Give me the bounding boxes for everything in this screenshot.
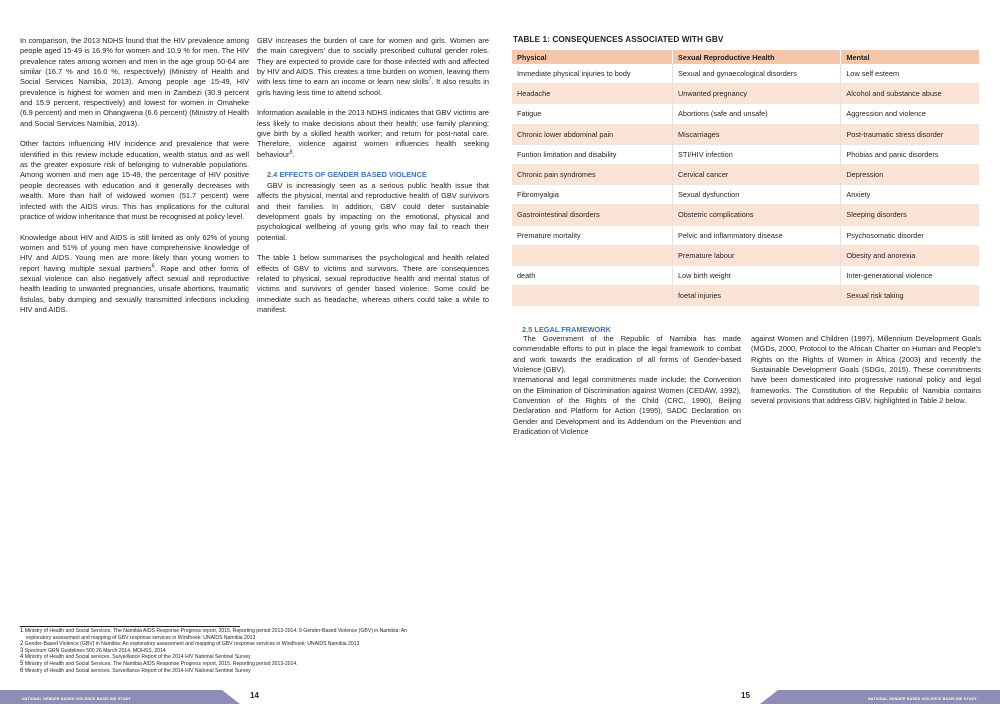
table-cell: Inter-generational violence bbox=[841, 265, 979, 285]
table-cell: Unwanted pregnancy bbox=[673, 84, 841, 104]
table-row bbox=[512, 185, 979, 205]
table-cell: Obesity and anorexia bbox=[841, 245, 979, 265]
footnote bbox=[20, 648, 490, 655]
table-cell: Post-traumatic stress disorder bbox=[841, 124, 979, 144]
table-cell: Sexual and gynaecological disorders bbox=[673, 64, 841, 84]
table-header-cell: Sexual Reproductive Health bbox=[673, 50, 841, 64]
section-heading-2-5: 2.5 LEGAL FRAMEWORK bbox=[522, 325, 611, 334]
left-text-column-1 bbox=[20, 36, 249, 326]
table-cell bbox=[512, 245, 673, 265]
table-cell: Phobias and panic disorders bbox=[841, 144, 979, 164]
footnote bbox=[20, 668, 490, 675]
table-row bbox=[512, 205, 979, 225]
table-cell: Immediate physical injuries to body bbox=[512, 64, 673, 84]
footnote-divider bbox=[20, 626, 240, 627]
footnote-text: Gender-Based Violence (GBV) in Namibia: An exploratory assessment and mapping of GBV response services in Windhoek: UNAIDS Namibia 2013 bbox=[24, 641, 360, 648]
footnote-text: Ministry of Health and Social services. Surveillance Report of the 2014 HIV National Sentinel Survey bbox=[24, 667, 251, 674]
footnote-ref[interactable]: 7 bbox=[428, 76, 432, 83]
table-cell: Abortions (safe and unsafe) bbox=[673, 104, 841, 124]
table-header-row bbox=[512, 50, 979, 64]
table-row bbox=[512, 64, 979, 84]
table-cell: Depression bbox=[841, 164, 979, 184]
footnote-number: 1 bbox=[20, 628, 24, 634]
paragraph: International and legal commitments made include; the Convention on the Elimination of Discrimination against Women (CEDAW, 1992), Convention of the Rights of the Child (CRC, 1990), Beijing Declaration and Platform for Action (1995), SADC Declaration on Gender and Development and its Addendum on the Prevention and Eradication of Violence bbox=[513, 375, 741, 437]
table-cell: Low birth weight bbox=[673, 265, 841, 285]
table-cell: Gastrointestinal disorders bbox=[512, 205, 673, 225]
table-cell: foetal injuries bbox=[673, 286, 841, 306]
paragraph: against Women and Children (1997), Millennium Development Goals (MGDs, 2000, Protocol to the African Charter on Human and People's Rights on the Rights of Women in Africa (2003) and recently the Sustainable Development Goals (SDGs, 2015). These commitments have been domesticated into progressive national policy and legal frameworks. The Constitution of the Republic of Namibia contains several provisions that address GBV, highlighted in Table 2 below. bbox=[751, 334, 981, 406]
page-number-left: 14 bbox=[250, 691, 259, 700]
table-title: TABLE 1: CONSEQUENCES ASSOCIATED WITH GBV bbox=[513, 35, 724, 44]
table-cell: Fatigue bbox=[512, 104, 673, 124]
table-cell: Cervical cancer bbox=[673, 164, 841, 184]
table-cell: Sexual dysfunction bbox=[673, 185, 841, 205]
table-row bbox=[512, 144, 979, 164]
table-cell bbox=[512, 286, 673, 306]
table-cell: death bbox=[512, 265, 673, 285]
footnote-ref[interactable]: 8 bbox=[289, 149, 293, 156]
footnote-number: 5 bbox=[20, 660, 24, 667]
table-row bbox=[512, 265, 979, 285]
table-cell: Chronic lower abdominal pain bbox=[512, 124, 673, 144]
table-cell: Funtion limitation and disability bbox=[512, 144, 673, 164]
table-cell: Anxiety bbox=[841, 185, 979, 205]
left-text-column-2 bbox=[257, 36, 489, 326]
table-cell: Obstetric complications bbox=[673, 205, 841, 225]
right-text-column-1 bbox=[513, 334, 741, 448]
paragraph: GBV is increasingly seen as a serious public health issue that affects the physical, mental and reproductive health of GBV survivors and their families. In addition, GBV could deter sustainable development goals by impacting on the emotional, physical and psychological wellbeing of young girls who may fail to reach their potential. bbox=[257, 180, 489, 242]
footnote-number: 3 bbox=[20, 647, 24, 654]
footer-band-shape bbox=[0, 686, 250, 704]
footnote-continuation: exploratory assessment and mapping of GBV response services in Windhoek: UNAIDS Namibia 2013 bbox=[26, 634, 256, 641]
table-cell: STI/HIV infection bbox=[673, 144, 841, 164]
gbv-consequences-table bbox=[512, 50, 979, 306]
footnote-ref[interactable]: 6 bbox=[151, 263, 155, 270]
paragraph: Information available in the 2013 NDHS indicates that GBV victims are less likely to make decisions about their health; use family planning; give birth by a skilled health worker; and return for post-natal care. Therefore, violence against women influences health seeking behaviour$^8$. bbox=[257, 108, 489, 159]
footnote-number: 4 bbox=[20, 654, 24, 661]
section-heading-2-4: 2.4 EFFECTS OF GENDER BASED VIOLENCE bbox=[267, 170, 427, 180]
paragraph: GBV increases the burden of care for women and girls. Women are the main caregivers' due to socially prescribed cultural gender roles. They are expected to provide care for those infected with and affected by HIV and AIDS. This creates a time burden on women, leaving them with less time to earn an income or learn new skills$^7$. It also results in girls having less time to attend school. bbox=[257, 36, 490, 97]
footnote-text: Ministry of Health and Social Services. The Namibia AIDS Response Progress report, 2015. Reporting period 2013-2014. bbox=[24, 660, 298, 667]
table-cell: Chronic pain syndromes bbox=[512, 164, 673, 184]
footnotes bbox=[20, 628, 490, 674]
footer-band-shape bbox=[750, 686, 1000, 704]
table-header-cell: Physical bbox=[512, 50, 673, 64]
table-cell: Premature labour bbox=[673, 245, 841, 265]
footer-band-right bbox=[750, 686, 1000, 704]
footnote bbox=[20, 641, 490, 648]
footer-title-left: NATIONAL GENDER BASED VIOLENCE BASELINE STUDY bbox=[22, 697, 131, 701]
footer-title-right: NATIONAL GENDER BASED VIOLENCE BASELINE STUDY bbox=[868, 697, 977, 701]
table-header-cell: Mental bbox=[841, 50, 979, 64]
table-row bbox=[512, 286, 979, 306]
table-row bbox=[512, 245, 979, 265]
paragraph: The Government of the Republic of Namibia has made commendable efforts to put in place the legal framework to combat and work towards the eradication of all forms of Gender-based Violence (GBV). bbox=[513, 334, 741, 375]
table-cell: Sexual risk taking bbox=[841, 286, 979, 306]
table-cell: Psychosomatic disorder bbox=[841, 225, 979, 245]
paragraph: Other factors influencing HIV incidence and prevalence that were identified in this review include education, wealth status and as well as the greater exposure risk of belonging to vulnerable populations. Among women and men age 15-49, the percentage of HIV positive people decreases with education and it generally decreases with wealth. More than half of widowed women (51.7 percent) were infected with the AIDS virus. This has implications for the cultural practice of widow inheritance that must be recognised at policy level. bbox=[20, 139, 249, 221]
table-cell: Sleeping disorders bbox=[841, 205, 979, 225]
paragraph: The table 1 below summarises the psychological and health related effects of GBV to victims and survivors. There are consequences related to physical, sexual reproductive health and mental status of victims and survivors of gender based violence. Some could be immediate such as headache, whereas others could take a while to manifest. bbox=[257, 253, 489, 314]
table-cell: Premature mortality bbox=[512, 225, 673, 245]
table-row bbox=[512, 225, 979, 245]
table-cell: Miscarriages bbox=[673, 124, 841, 144]
footer-band-left bbox=[0, 686, 250, 704]
footnote-text: Spectrum GRN Guidelines 500 26 March 2014, MOHSS, 2014 bbox=[24, 647, 166, 654]
page-number-right: 15 bbox=[741, 691, 750, 700]
table-row bbox=[512, 84, 979, 104]
table-cell: Alcohol and substance abuse bbox=[841, 84, 979, 104]
footnote bbox=[20, 661, 490, 668]
table-cell: Pelvic and inflammatory disease bbox=[673, 225, 841, 245]
table-row bbox=[512, 104, 979, 124]
paragraph: In comparison, the 2013 NDHS found that the HIV prevalence among people aged 15-49 is 16.9% for women and 10.9 % for men. The HIV prevalence rates among women and men in the age group 50-64 are similar (16.7 % and 16.0 %, respectively) (Ministry of Health and Social Services Namibia, 2013). Among people age 15-49, HIV prevalence is highest for women and men in Zambezi (30.9 percent and 15.9 percent, respectively) and lowest for women in Omaheke (6.9 percent) and men in Ohangwena (6.6 percent) (Ministry of Health and Social Services Namibia, 2013). bbox=[20, 36, 249, 128]
footnote-number: 6 bbox=[20, 667, 24, 674]
footnote-text: Ministry of Health and Social Services. The Namibia AIDS Response Progress report, 2015. Reporting period 2013-2014. 9 Gender-Based Violence (GBV) in Namibia: An bbox=[24, 628, 408, 634]
footnote bbox=[20, 628, 490, 635]
right-text-column-2 bbox=[751, 334, 981, 417]
table-cell: Fibromyalgia bbox=[512, 185, 673, 205]
paragraph: Knowledge about HIV and AIDS is still limited as only 62% of young women and 51% of young men have comprehensive knowledge of HIV and AIDS. Young men are more likely than young women to report having multiple sexual partners$^6$. Rape and other forms of sexual violence can also negatively affect sexual and reproductive health leading to unwanted pregnancies, unsafe abortions, traumatic fistulas, baby dumping and sexually transmitted infections including HIV and AIDS. bbox=[20, 232, 249, 314]
table-row bbox=[512, 164, 979, 184]
table-cell: Low self esteem bbox=[841, 64, 979, 84]
table-row bbox=[512, 124, 979, 144]
footnote-number: 2 bbox=[20, 641, 24, 648]
footnote bbox=[20, 654, 490, 661]
table-cell: Aggression and violence bbox=[841, 104, 979, 124]
footnote-text: Ministry of Health and Social services. Surveillance Report of the 2014 HIV National Sentinel Survey bbox=[24, 654, 251, 661]
table-cell: Headache bbox=[512, 84, 673, 104]
